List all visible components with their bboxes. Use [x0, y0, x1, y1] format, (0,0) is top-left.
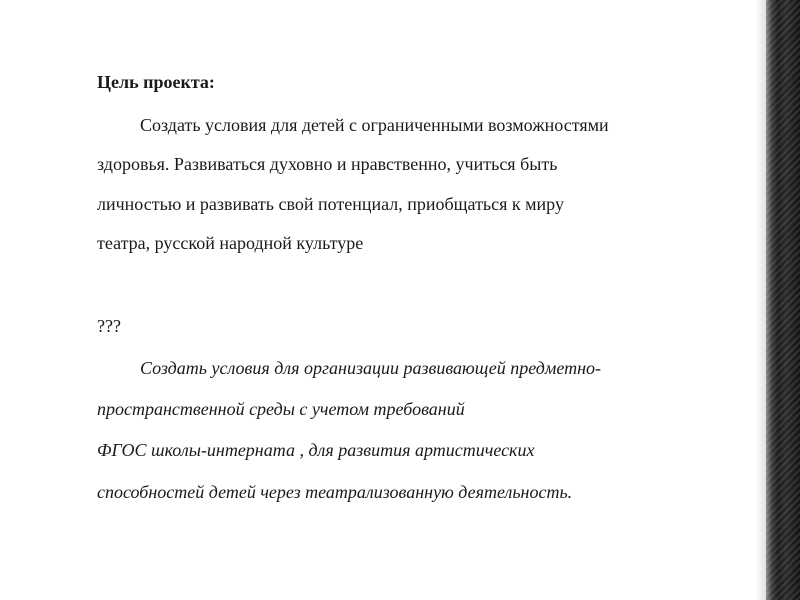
project-goal-heading: Цель проекта: — [97, 72, 215, 92]
task-text-line-4: способностей детей через театрализованную деятельность. — [97, 482, 573, 502]
question-marks: ??? — [97, 316, 121, 336]
task-text-line-1: Создать условия для организации развивающей предметно- — [140, 358, 602, 378]
decorative-right-border — [766, 0, 800, 600]
task-text-line-3: ФГОС школы-интерната , для развития артистических — [97, 440, 535, 460]
goal-text-line-1: Создать условия для детей с ограниченными возможностями — [140, 115, 609, 135]
task-text-line-2: пространственной среды с учетом требований — [97, 399, 465, 419]
goal-text-line-4: театра, русской народной культуре — [97, 233, 364, 253]
goal-text-line-2: здоровья. Развиваться духовно и нравственно, учиться быть — [97, 154, 558, 174]
page-edge-shadow — [756, 0, 766, 600]
goal-text-line-3: личностью и развивать свой потенциал, приобщаться к миру — [97, 194, 564, 214]
